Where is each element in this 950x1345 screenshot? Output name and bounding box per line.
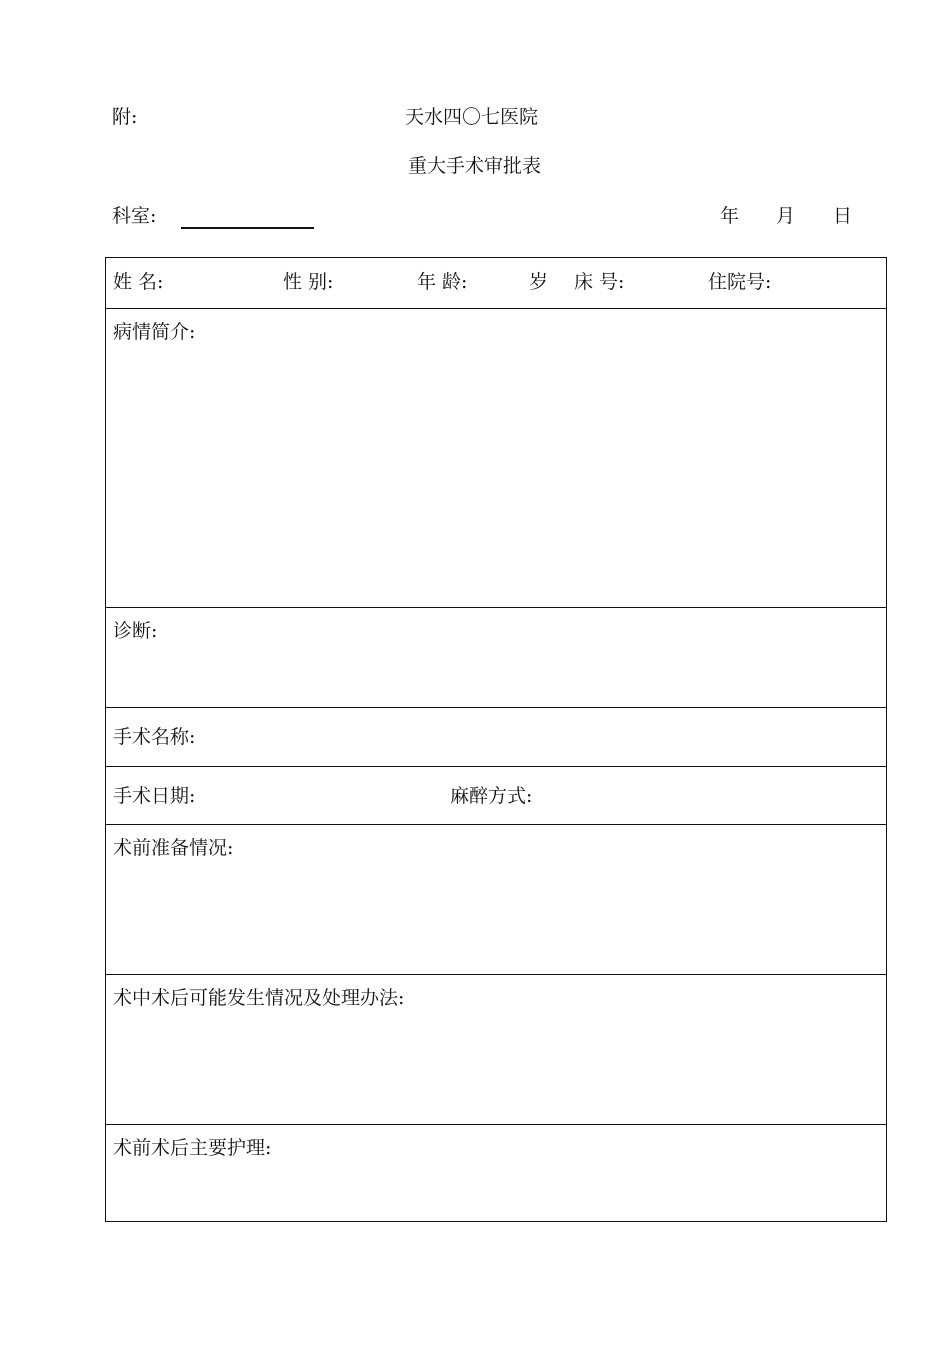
diagnosis-label: 诊断: — [113, 620, 158, 642]
nursing-care-section[interactable] — [106, 1125, 886, 1221]
department-label: 科室: — [112, 205, 157, 227]
date-day-label: 日 — [833, 205, 853, 227]
admission-number-label: 住院号: — [708, 271, 772, 293]
bed-number-label: 床 号: — [574, 271, 625, 293]
anesthesia-method-label: 麻醉方式: — [450, 785, 533, 807]
surgery-date-row[interactable] — [106, 767, 886, 825]
date-year-label: 年 — [720, 205, 740, 227]
form-title: 重大手术审批表 — [408, 155, 542, 177]
date-month-label: 月 — [776, 205, 796, 227]
complications-section[interactable] — [106, 975, 886, 1125]
name-label: 姓 名: — [113, 271, 164, 293]
condition-summary-label: 病情简介: — [113, 321, 196, 343]
patient-info-row — [106, 258, 886, 309]
condition-summary-section[interactable] — [106, 309, 886, 608]
surgery-name-section[interactable] — [106, 708, 886, 767]
hospital-name: 天水四〇七医院 — [405, 106, 539, 128]
approval-form-table — [105, 257, 887, 1222]
diagnosis-section[interactable] — [106, 608, 886, 708]
gender-label: 性 别: — [283, 271, 334, 293]
age-label: 年 龄: — [417, 271, 468, 293]
attachment-label: 附: — [112, 106, 138, 128]
department-field[interactable] — [181, 227, 314, 229]
preop-preparation-label: 术前准备情况: — [113, 837, 234, 859]
age-unit-label: 岁 — [529, 271, 549, 293]
surgery-name-label: 手术名称: — [113, 726, 196, 748]
nursing-care-label: 术前术后主要护理: — [113, 1137, 272, 1159]
preop-preparation-section[interactable] — [106, 825, 886, 975]
surgery-date-label: 手术日期: — [113, 785, 196, 807]
complications-label: 术中术后可能发生情况及处理办法: — [113, 987, 405, 1009]
